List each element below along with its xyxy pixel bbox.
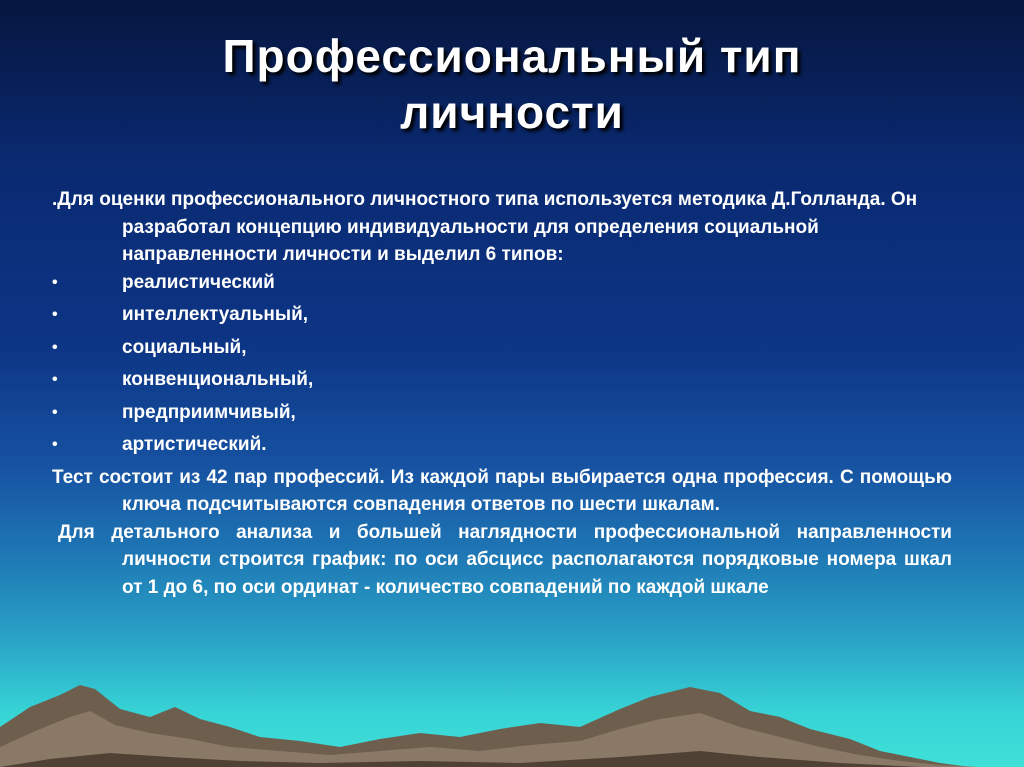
slide-body [52,186,952,601]
type-label: реалистический [122,271,275,293]
type-label: социальный, [122,336,247,358]
title-line-2: личности [400,86,624,138]
type-label: конвенциональный, [122,369,314,390]
type-label: интеллектуальный, [122,304,309,325]
intro-paragraph: .Для оценки профессионального личностного типа используется методика Д.Голланда. Он разработал концепцию индивидуальности для определения социальной направленности личности и выделил 6 типов: [52,189,918,265]
slide-title [0,28,1024,140]
bullet-icon: • [52,306,58,323]
type-item-enterprising [52,399,952,432]
type-item-conventional [52,366,952,399]
type-item-artistic [52,431,952,464]
bullet-icon: • [52,436,58,453]
bullet-icon: • [52,371,58,388]
type-item-social [52,334,952,367]
test-paragraph: Тест состоит из 42 пар профессий. Из каждой пары выбирается одна профессия. С помощью ключа подсчитываются совпадения ответов по шести шкалам. [52,466,952,515]
analysis-paragraph: Для детального анализа и большей наглядности профессиональной направленности личности строится график: по оси абсцисс располагаются порядковые номера шкал от 1 до 6, по оси ординат - количество совпадений по каждой шкале [58,521,952,598]
bullet-icon: • [52,273,58,291]
type-label: предприимчивый, [122,401,296,423]
bullet-icon: • [52,338,58,356]
bullet-icon: • [52,403,58,421]
type-item-realistic [52,269,952,302]
mountain-silhouette [0,667,1024,767]
type-label: артистический. [122,434,267,455]
type-item-intellectual [52,301,952,334]
title-line-1: Профессиональный тип [222,30,802,82]
